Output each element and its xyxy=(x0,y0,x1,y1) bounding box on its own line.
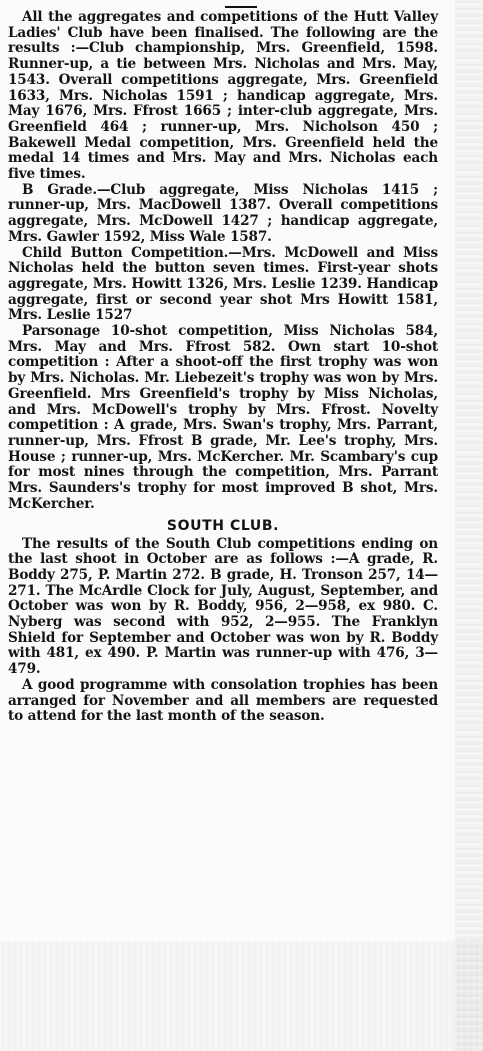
paragraph-child-button: Child Button Competition.—Mrs. McDowell and Miss Nicholas held the button seven times. First-year shots aggregate, Mrs. Howitt 1326, Mrs. Leslie 1239. Handicap aggregate, first or second year shot Mrs Howitt 1581, Mrs. Leslie 1527 xyxy=(8,244,438,324)
paragraph-parsonage: Parsonage 10-shot competition, Miss Nicholas 584, Mrs. May and Mrs. Ffrost 582. Own start 10-shot competition : After a shoot-off the first trophy was won by Mrs. Nicholas. Mr. Liebezeit's trophy was won by Mrs. Greenfield. Mrs Greenfield's trophy by Miss Nicholas, and Mrs. McDowell's trophy by Mrs. Ffrost. Novelty competition : A grade, Mrs. Swan's trophy, Mrs. Parrant, runner-up, Mrs. Ffrost B grade, Mr. Lee's trophy, Mrs. House ; runner-up, Mrs. McKercher. Mr. Scambary's cup for most nines through the competition, Mrs. Parrant Mrs. Saunders's trophy for most improved B shot, Mrs. McKercher. xyxy=(8,323,438,512)
paragraph-programme: A good programme with consolation trophies has been arranged for November and all members are requested to attend for the last month of the season. xyxy=(8,676,438,725)
paragraph-south-club-results: The results of the South Club competitions ending on the last shoot in October are as follows :—A grade, R. Boddy 275, P. Martin 272. B grade, H. Tronson 257, 14—271. The McArdle Clock for July, August, September, and October was won by R. Boddy, 956, 2—958, ex 980. C. Nyberg was second with 952, 2—955. The Franklyn Shield for September and October was won by R. Boddy with 481, ex 490. P. Martin was runner-up with 476, 3—479. xyxy=(8,535,438,678)
paragraph-b-grade: B Grade.—Club aggregate, Miss Nicholas 1415 ; runner-up, Mrs. MacDowell 1387. Overall competitions aggregate, Mrs. McDowell 1427 ; handicap aggregate, Mrs. Gawler 1592, Miss Wale 1587. xyxy=(8,181,438,245)
section-heading-south-club: SOUTH CLUB. xyxy=(166,517,280,534)
top-rule xyxy=(225,6,257,8)
paragraph-club-results: All the aggregates and competitions of the Hutt Valley Ladies' Club have been finalised. The following are the results :—Club championship, Mrs. Greenfield, 1598. Runner-up, a tie between Mrs. Nicholas and Mrs. May, 1543. Overall competitions aggregate, Mrs. Greenfield 1633, Mrs. Nicholas 1591 ; handicap aggregate, Mrs. May 1676, Mrs. Ffrost 1665 ; inter-club aggregate, Mrs. Greenfield 464 ; runner-up, Mrs. Nicholson 450 ; Bakewell Medal competition, Mrs. Greenfield held the medal 14 times and Mrs. May and Mrs. Nicholas each five times. xyxy=(8,9,438,183)
scan-edge-noise xyxy=(455,0,483,1051)
scan-bottom-noise xyxy=(0,941,483,1051)
article-column xyxy=(8,10,438,725)
